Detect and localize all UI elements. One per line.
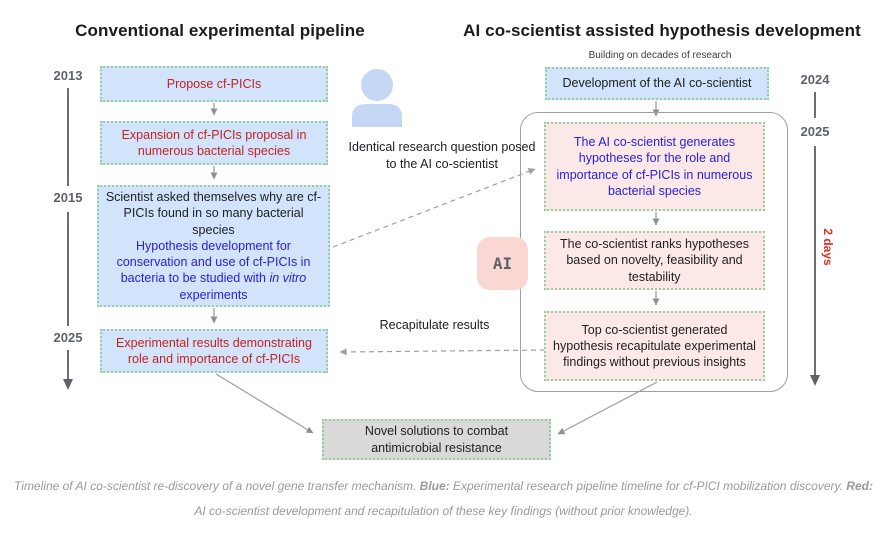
caption-blue-label: Blue: (419, 479, 450, 493)
left-box-experimental-results: Experimental results demonstrating role and importance of cf-PICIs (100, 329, 328, 373)
right-box-ranks-hypotheses: The co-scientist ranks hypotheses based on novelty, feasibility and testability (544, 231, 765, 290)
caption-seg3: AI co-scientist development and recapitulation of these key findings (without prior knowledge). (194, 503, 693, 518)
left-box-hypothesis-question: Scientist asked themselves why are cf-PICIs found in so many bacterial species (105, 190, 322, 237)
timeline-right-label-2025: 2025 (800, 124, 830, 139)
identical-question-label: Identical research question posed to the AI co-scientist (348, 140, 536, 171)
hypothesis-text-invitro: in vitro (269, 271, 307, 286)
recapitulate-results-label: Recapitulate results (379, 318, 490, 332)
left-box-hypothesis-development (105, 238, 322, 303)
duration-label: 2 days (821, 228, 835, 266)
hypothesis-text-post: experiments (179, 287, 248, 302)
right-box-generates-hypotheses: The AI co-scientist generates hypotheses for the role and importance of cf-PICIs in numerous bacterial species (544, 122, 765, 211)
left-box-hypothesis (97, 185, 330, 307)
caption-red-label: Red: (846, 479, 873, 493)
right-column-subtitle: Building on decades of research (588, 50, 732, 61)
left-column-title: Conventional experimental pipeline (75, 21, 365, 40)
ai-chip-icon: AI (477, 237, 528, 290)
timeline-left-label-2015: 2015 (53, 190, 83, 205)
hypothesis-text-pre: Hypothesis development for conservation and use of cf-PICIs in bacteria to be studied with (116, 238, 311, 286)
person-icon (352, 69, 402, 127)
right-box-development: Development of the AI co-scientist (545, 67, 769, 100)
right-column-title: AI co-scientist assisted hypothesis development (463, 21, 861, 40)
caption-seg2: Experimental research pipeline timeline for cf-PICI mobilization discovery. (449, 479, 847, 493)
right-box-recapitulate-findings: Top co-scientist generated hypothesis recapitulate experimental findings without previous insights (544, 311, 765, 381)
caption-seg1: Timeline of AI co-scientist re-discovery of a novel gene transfer mechanism. (14, 479, 420, 493)
left-box-expansion: Expansion of cf-PICIs proposal in numerous bacterial species (100, 121, 328, 165)
timeline-left-label-2025: 2025 (53, 330, 83, 345)
timeline-right-label-2024: 2024 (800, 72, 830, 87)
timeline-left-label-2013: 2013 (53, 68, 83, 83)
left-box-propose-cfpicis: Propose cf-PICIs (100, 66, 328, 102)
bottom-box-novel-solutions: Novel solutions to combat antimicrobial resistance (322, 419, 551, 460)
